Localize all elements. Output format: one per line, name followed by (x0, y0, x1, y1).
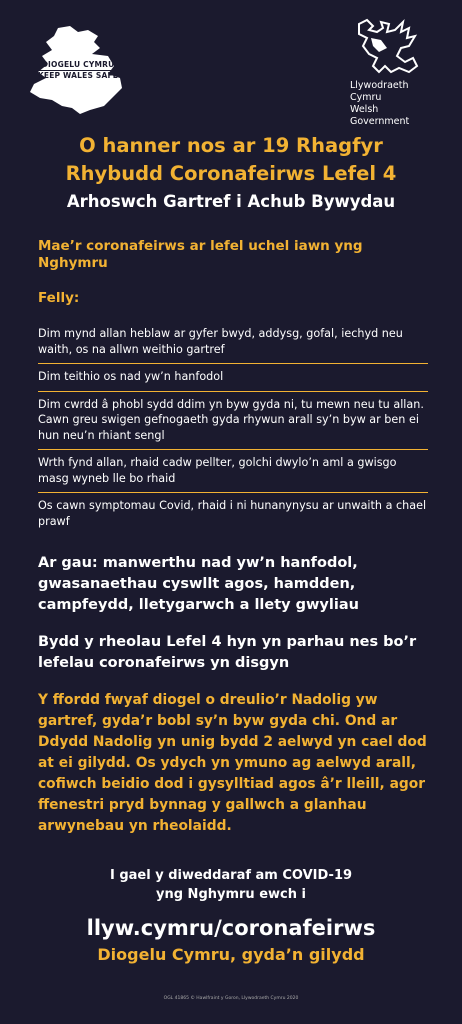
gov-name-welsh: Llywodraeth Cymru (350, 80, 409, 103)
header (0, 0, 462, 125)
info-line-2: yng Nghymru ewch i (156, 887, 306, 902)
gov-name-english: Welsh Government (350, 104, 410, 127)
welsh-government-logo (336, 18, 436, 127)
logo-line-diogelu: DIOGELU CYMRU (41, 60, 115, 69)
logo-line-keep-wales-safe: KEEP WALES SAFE (32, 70, 124, 81)
felly-label: Felly: (38, 290, 80, 306)
headline-stay-home: Arhoswch Gartref i Achub Bywydau (66, 192, 396, 211)
slogan: Diogelu Cymru, gyda’n gilydd (97, 945, 365, 964)
headline-date: O hanner nos ar 19 Rhagfyr (79, 134, 383, 157)
footer (0, 866, 462, 966)
rule-item: Wrth fynd allan, rhaid cadw pellter, golchi dwylo’n aml a gwisgo masg wyneb lle bo rhaid (38, 450, 428, 493)
copyright-text: OGL 41865 © Hawlfraint y Goron, Llywodraeth Cymru 2020 (163, 996, 299, 1001)
rule-item: Dim mynd allan heblaw ar gyfer bwyd, addysg, gofal, iechyd neu waith, os na allwn weithio gartref (38, 321, 428, 364)
headline (0, 132, 462, 214)
rule-item: Dim cwrdd â phobl sydd ddim yn byw gyda ni, tu mewn neu tu allan. Cawn greu swigen gefnogaeth gyda rhywun arall sy’n byw ar ben ei hun neu’n rhiant sengl (38, 392, 428, 451)
info-line-1: I gael y diweddaraf am COVID-19 (109, 868, 353, 883)
christmas-guidance-text: Y ffordd fwyaf diogel o dreulio’r Nadolig yw gartref, gyda’r bobl sy’n byw gyda chi. Ond ar Ddydd Nadolig yn unig bydd 2 aelwyd yn cael dod at ei gilydd. Os ydych yn ymuno ag aelwyd arall, cofiwch beidio dod i gysylltiad agos â’r lleill, agor ffenestri pryd bynnag y gallwch a glanhau arwynebau yn rheolaidd. (38, 692, 427, 834)
intro-text: Mae’r coronafeirws ar lefel uchel iawn yng Nghymru (38, 238, 363, 271)
headline-alert-level: Rhybudd Coronafeirws Lefel 4 (65, 162, 397, 185)
rule-item: Dim teithio os nad yw’n hanfodol (38, 364, 428, 392)
main-content (38, 238, 428, 837)
rules-list (38, 321, 428, 535)
dragon-icon (351, 18, 421, 76)
closed-businesses-text: Ar gau: manwerthu nad yw’n hanfodol, gwasanaethau cyswllt agos, hamdden, campfeydd, lletygarwch a llety gwyliau (38, 555, 359, 613)
website-link[interactable]: llyw.cymru/coronafeirws (86, 916, 376, 940)
rule-item: Os cawn symptomau Covid, rhaid i ni hunanynysu ar unwaith a chael prawf (38, 499, 427, 528)
keep-wales-safe-logo (28, 26, 128, 116)
rules-duration-text: Bydd y rheolau Lefel 4 hyn yn parhau nes bo’r lefelau coronafeirws yn disgyn (38, 634, 417, 671)
